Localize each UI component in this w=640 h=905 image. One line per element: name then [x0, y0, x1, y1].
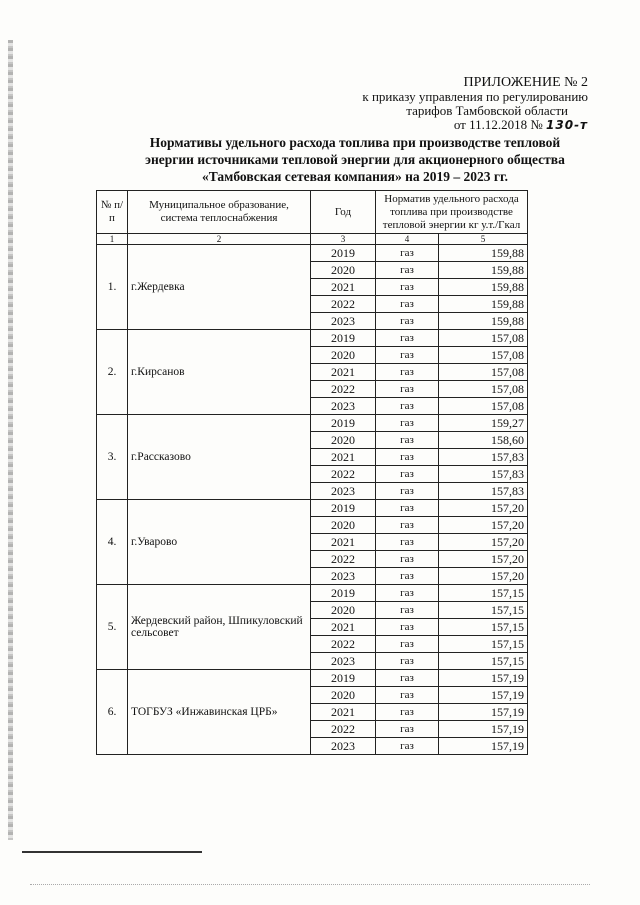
fuel-cell: газ: [376, 330, 439, 347]
norm-value-cell: 157,08: [439, 364, 528, 381]
fuel-cell: газ: [376, 381, 439, 398]
table-row: [97, 670, 528, 687]
year-cell: 2021: [311, 704, 376, 721]
fuel-cell: газ: [376, 534, 439, 551]
norm-value-cell: 157,08: [439, 347, 528, 364]
norm-value-cell: 157,19: [439, 670, 528, 687]
appendix-header: [362, 76, 588, 132]
fuel-cell: газ: [376, 500, 439, 517]
fuel-cell: газ: [376, 262, 439, 279]
norm-value-cell: 157,20: [439, 534, 528, 551]
municipality-name: г.Уварово: [128, 500, 311, 585]
fuel-cell: газ: [376, 619, 439, 636]
appendix-date: от 11.12.2018 №: [453, 117, 543, 132]
year-cell: 2020: [311, 602, 376, 619]
table-row: [97, 500, 528, 517]
year-cell: 2021: [311, 449, 376, 466]
fuel-cell: газ: [376, 721, 439, 738]
year-cell: 2020: [311, 687, 376, 704]
row-number: 1.: [97, 245, 128, 330]
norm-value-cell: 159,88: [439, 262, 528, 279]
fuel-cell: газ: [376, 551, 439, 568]
norm-value-cell: 159,88: [439, 313, 528, 330]
fuel-cell: газ: [376, 313, 439, 330]
table-row: [97, 330, 528, 347]
fuel-cell: газ: [376, 449, 439, 466]
year-cell: 2021: [311, 279, 376, 296]
col-number: 1: [97, 234, 128, 245]
municipality-name: Жердевский район, Шпикуловский сельсовет: [128, 585, 311, 670]
norm-value-cell: 157,08: [439, 330, 528, 347]
year-cell: 2023: [311, 738, 376, 755]
scan-noise-artifact: [30, 884, 590, 886]
year-cell: 2019: [311, 415, 376, 432]
row-number: 2.: [97, 330, 128, 415]
norm-value-cell: 157,15: [439, 653, 528, 670]
year-cell: 2023: [311, 398, 376, 415]
col-number: 2: [128, 234, 311, 245]
norm-value-cell: 159,88: [439, 296, 528, 313]
year-cell: 2022: [311, 466, 376, 483]
header-no: № п/п: [97, 191, 128, 234]
norm-value-cell: 157,15: [439, 585, 528, 602]
norm-value-cell: 157,20: [439, 551, 528, 568]
fuel-cell: газ: [376, 398, 439, 415]
fuel-cell: газ: [376, 279, 439, 296]
header-name: Муниципальное образование, система теплоснабжения: [128, 191, 311, 234]
row-number: 5.: [97, 585, 128, 670]
municipality-name: ТОГБУЗ «Инжавинская ЦРБ»: [128, 670, 311, 755]
norm-value-cell: 157,20: [439, 568, 528, 585]
document-title-line-2: энергии источниками тепловой энергии для акционерного общества: [145, 152, 565, 167]
year-cell: 2019: [311, 330, 376, 347]
norm-value-cell: 157,19: [439, 704, 528, 721]
norm-value-cell: 159,88: [439, 279, 528, 296]
fuel-cell: газ: [376, 483, 439, 500]
fuel-cell: газ: [376, 670, 439, 687]
year-cell: 2021: [311, 364, 376, 381]
document-title-line-1: Нормативы удельного расхода топлива при производстве тепловой: [149, 135, 561, 150]
norm-value-cell: 157,19: [439, 738, 528, 755]
table-body: [97, 245, 528, 755]
year-cell: 2023: [311, 313, 376, 330]
municipality-name: г.Жердевка: [128, 245, 311, 330]
municipality-name: г.Кирсанов: [128, 330, 311, 415]
year-cell: 2020: [311, 262, 376, 279]
appendix-title: ПРИЛОЖЕНИЕ № 2: [463, 75, 588, 90]
fuel-cell: газ: [376, 738, 439, 755]
municipality-name: г.Рассказово: [128, 415, 311, 500]
year-cell: 2023: [311, 483, 376, 500]
header-year: Год: [311, 191, 376, 234]
fuel-cell: газ: [376, 432, 439, 449]
document-title: [120, 134, 590, 185]
fuel-cell: газ: [376, 636, 439, 653]
table-row: [97, 245, 528, 262]
row-number: 6.: [97, 670, 128, 755]
year-cell: 2022: [311, 636, 376, 653]
column-number-row: [97, 234, 528, 245]
fuel-cell: газ: [376, 296, 439, 313]
year-cell: 2019: [311, 500, 376, 517]
norm-value-cell: 157,15: [439, 619, 528, 636]
fuel-cell: газ: [376, 415, 439, 432]
fuel-cell: газ: [376, 687, 439, 704]
scan-edge-artifact: [8, 40, 13, 840]
norm-value-cell: 159,88: [439, 245, 528, 262]
norm-value-cell: 157,15: [439, 602, 528, 619]
year-cell: 2022: [311, 381, 376, 398]
fuel-cell: газ: [376, 653, 439, 670]
fuel-cell: газ: [376, 517, 439, 534]
appendix-date-line: [362, 118, 588, 132]
norm-value-cell: 157,20: [439, 517, 528, 534]
norm-value-cell: 157,83: [439, 483, 528, 500]
fuel-cell: газ: [376, 568, 439, 585]
year-cell: 2021: [311, 534, 376, 551]
row-number: 3.: [97, 415, 128, 500]
year-cell: 2020: [311, 347, 376, 364]
year-cell: 2019: [311, 245, 376, 262]
col-number: 5: [439, 234, 528, 245]
norms-table: [96, 190, 528, 755]
year-cell: 2023: [311, 568, 376, 585]
norm-value-cell: 157,83: [439, 449, 528, 466]
fuel-cell: газ: [376, 466, 439, 483]
appendix-line-1: к приказу управления по регулированию: [362, 89, 588, 104]
table-row: [97, 415, 528, 432]
norm-value-cell: 157,83: [439, 466, 528, 483]
fuel-cell: газ: [376, 585, 439, 602]
year-cell: 2021: [311, 619, 376, 636]
year-cell: 2022: [311, 721, 376, 738]
fuel-cell: газ: [376, 245, 439, 262]
norm-value-cell: 157,08: [439, 381, 528, 398]
row-number: 4.: [97, 500, 128, 585]
norm-value-cell: 158,60: [439, 432, 528, 449]
fuel-cell: газ: [376, 347, 439, 364]
handwritten-order-number: 130-т: [546, 118, 588, 132]
norm-value-cell: 159,27: [439, 415, 528, 432]
year-cell: 2023: [311, 653, 376, 670]
year-cell: 2019: [311, 585, 376, 602]
year-cell: 2020: [311, 432, 376, 449]
year-cell: 2019: [311, 670, 376, 687]
appendix-line-2: тарифов Тамбовской области: [406, 103, 568, 118]
scan-line-artifact: [22, 851, 202, 853]
fuel-cell: газ: [376, 364, 439, 381]
norm-value-cell: 157,19: [439, 687, 528, 704]
norm-value-cell: 157,19: [439, 721, 528, 738]
header-norm: Норматив удельного расхода топлива при производстве тепловой энергии кг у.т./Гкал: [376, 191, 528, 234]
year-cell: 2020: [311, 517, 376, 534]
col-number: 3: [311, 234, 376, 245]
year-cell: 2022: [311, 296, 376, 313]
norm-value-cell: 157,20: [439, 500, 528, 517]
fuel-cell: газ: [376, 602, 439, 619]
year-cell: 2022: [311, 551, 376, 568]
table-header-row: [97, 191, 528, 234]
table-row: [97, 585, 528, 602]
norm-value-cell: 157,08: [439, 398, 528, 415]
norm-value-cell: 157,15: [439, 636, 528, 653]
document-title-line-3: «Тамбовская сетевая компания» на 2019 – 2023 гг.: [202, 169, 508, 184]
fuel-cell: газ: [376, 704, 439, 721]
col-number: 4: [376, 234, 439, 245]
